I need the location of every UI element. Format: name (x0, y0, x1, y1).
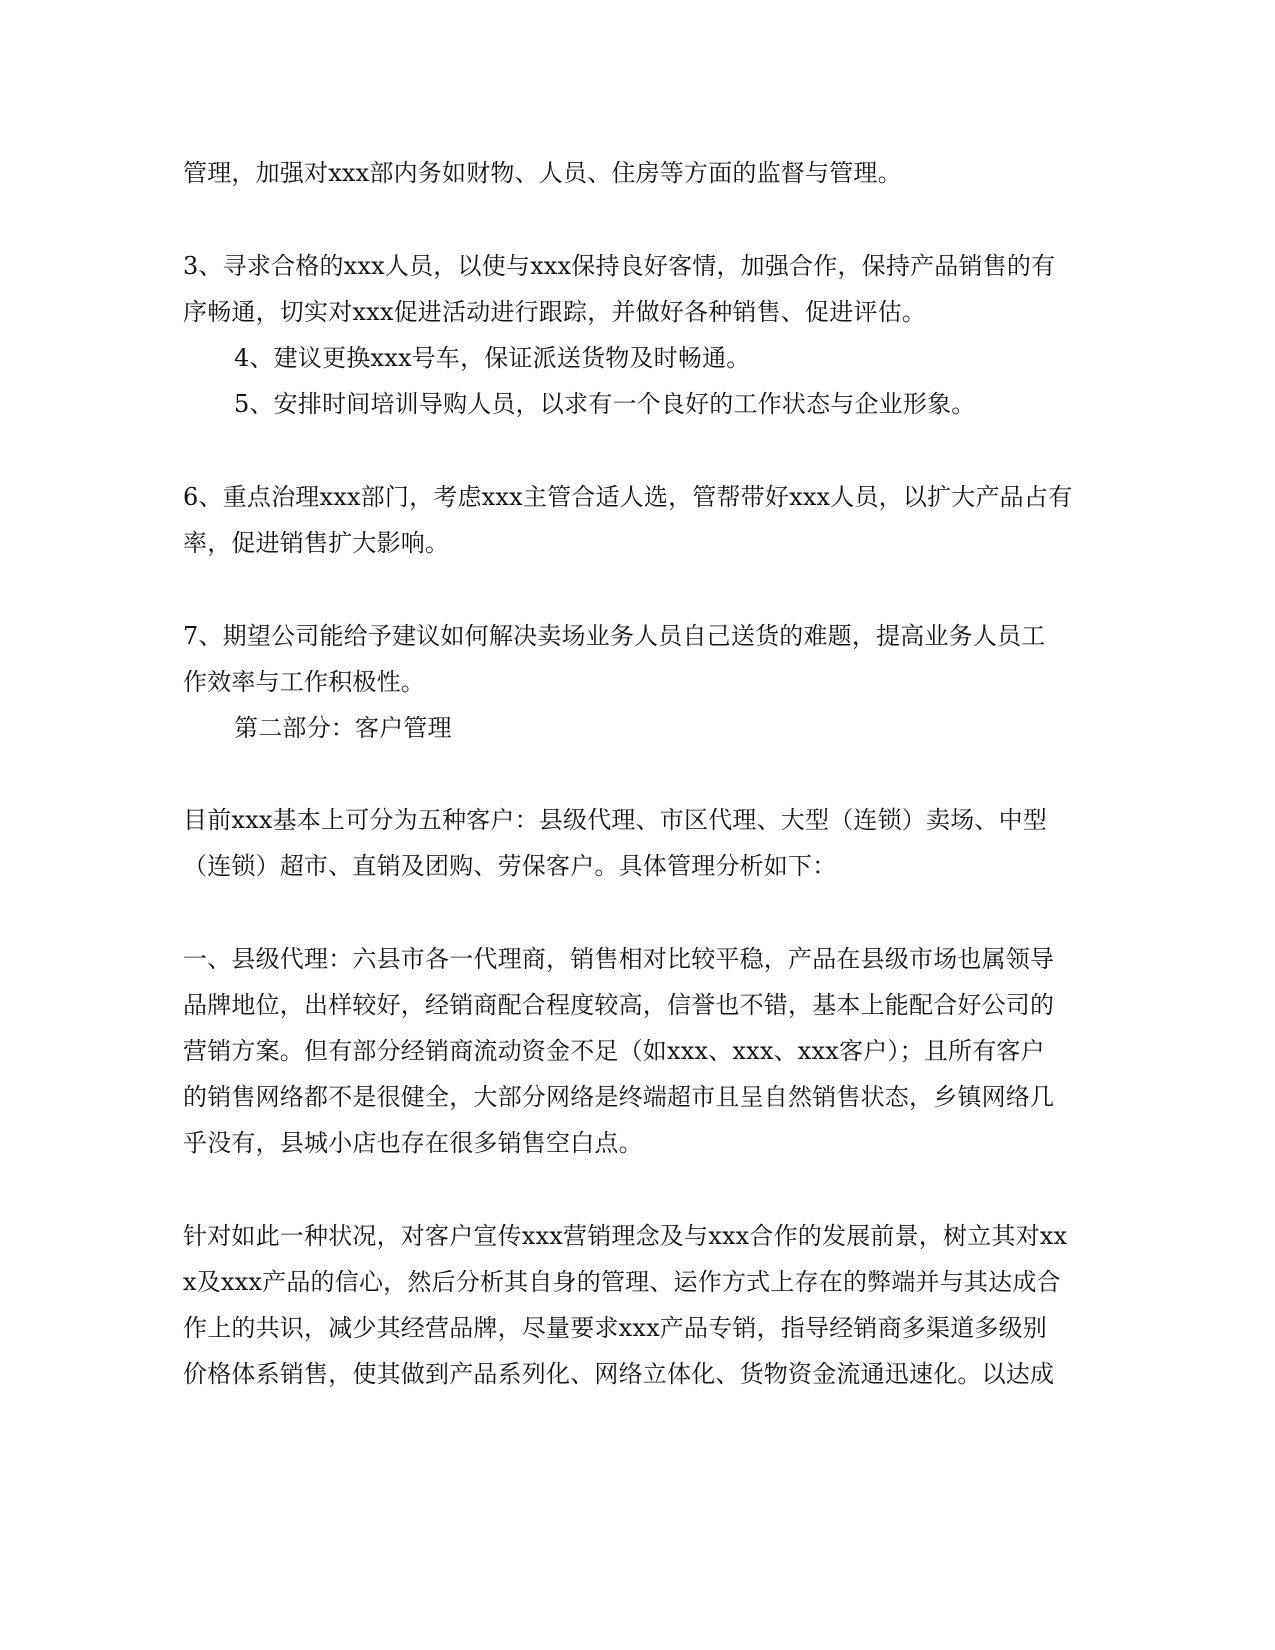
text-line: 3、寻求合格的xxx人员，以使与xxx保持良好客情，加强合作，保持产品销售的有 (183, 252, 1056, 280)
text-line: 管理，加强对xxx部内务如财物、人员、住房等方面的监督与管理。 (183, 159, 902, 187)
text-line: 作效率与工作积极性。 (183, 668, 425, 696)
text-line: 价格体系销售，使其做到产品系列化、网络立体化、货物资金流通迅速化。以达成 (183, 1360, 1055, 1388)
text-line: 的销售网络都不是很健全，大部分网络是终端超市且呈自然销售状态，乡镇网络几 (183, 1083, 1055, 1111)
section-heading: 第二部分：客户管理 (234, 714, 452, 742)
text-line: 一、县级代理：六县市各一代理商，销售相对比较平稳，产品在县级市场也属领导 (183, 945, 1055, 973)
text-line: 4、建议更换xxx号车，保证派送货物及时畅通。 (234, 344, 751, 372)
text-line: 6、重点治理xxx部门，考虑xxx主管合适人选，管帮带好xxx人员，以扩大产品占有 (183, 483, 1073, 511)
text-line: 7、期望公司能给予建议如何解决卖场业务人员自己送货的难题，提高业务人员工 (183, 622, 1046, 650)
text-line: 5、安排时间培训导购人员，以求有一个良好的工作状态与企业形象。 (234, 390, 976, 418)
text-line: 针对如此一种状况，对客户宣传xxx营销理念及与xxx合作的发展前景，树立其对xx (183, 1222, 1068, 1250)
text-line: 品牌地位，出样较好，经销商配合程度较高，信誉也不错，基本上能配合好公司的 (183, 991, 1055, 1019)
text-line: 目前xxx基本上可分为五种客户：县级代理、市区代理、大型（连锁）卖场、中型 (183, 806, 1048, 834)
text-line: 乎没有，县城小店也存在很多销售空白点。 (183, 1129, 643, 1157)
text-line: 序畅通，切实对xxx促进活动进行跟踪，并做好各种销售、促进评估。 (183, 298, 927, 326)
text-line: 营销方案。但有部分经销商流动资金不足（如xxx、xxx、xxx客户）；且所有客户 (183, 1037, 1045, 1065)
text-line: 率，促进销售扩大影响。 (183, 529, 450, 557)
text-line: 作上的共识，减少其经营品牌，尽量要求xxx产品专销，指导经销商多渠道多级别 (183, 1314, 1048, 1342)
text-line: x及xxx产品的信心，然后分析其自身的管理、运作方式上存在的弊端并与其达成合 (183, 1268, 1061, 1296)
text-line: （连锁）超市、直销及团购、劳保客户。具体管理分析如下： (183, 852, 837, 880)
